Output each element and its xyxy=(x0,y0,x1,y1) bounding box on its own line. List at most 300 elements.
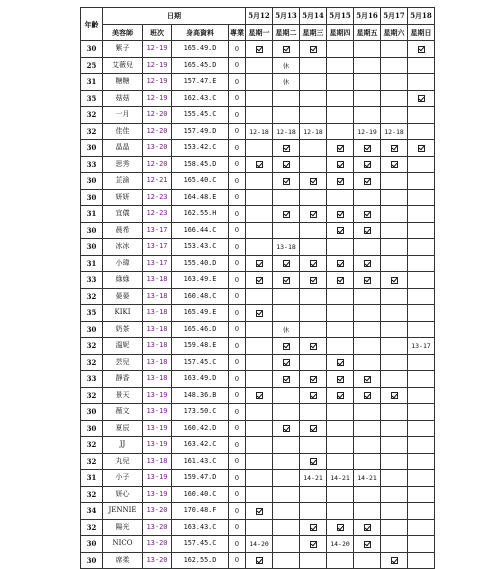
age-cell: 30 xyxy=(81,321,103,338)
day-cell xyxy=(327,74,354,91)
day-cell xyxy=(246,470,273,487)
day-cell xyxy=(408,239,435,256)
table-row xyxy=(81,321,435,338)
shift-cell: 13-18 xyxy=(143,371,172,388)
shift-cell: 13-17 xyxy=(143,255,172,272)
name-cell: JJ xyxy=(103,437,143,454)
age-cell: 35 xyxy=(81,90,103,107)
expertise-cell: 0 xyxy=(229,272,246,289)
age-cell: 25 xyxy=(81,57,103,74)
expertise-cell: 0 xyxy=(229,41,246,58)
day-cell xyxy=(246,90,273,107)
day-cell-text: 12-18 xyxy=(384,127,404,136)
day-cell xyxy=(273,453,300,470)
day-cell xyxy=(381,354,408,371)
day-cell xyxy=(354,57,381,74)
day-cell xyxy=(354,272,381,289)
shift-cell: 13-17 xyxy=(143,222,172,239)
day-cell xyxy=(273,519,300,536)
day-cell xyxy=(246,552,273,569)
name-cell: 奶茶 xyxy=(103,321,143,338)
body-cell: 165.45.D xyxy=(172,57,229,74)
day-cell xyxy=(408,255,435,272)
day-cell xyxy=(381,288,408,305)
day-cell xyxy=(381,305,408,322)
day-cell-text: 14-21 xyxy=(303,474,323,482)
table-row xyxy=(81,420,435,437)
day-cell xyxy=(300,470,327,487)
day-cell xyxy=(273,255,300,272)
day-cell xyxy=(354,173,381,190)
expertise-cell: 0 xyxy=(229,420,246,437)
day-cell-text: 14-21 xyxy=(357,474,377,482)
shift-cell: 13-20 xyxy=(143,503,172,520)
day-cell xyxy=(381,420,408,437)
weekday-header: 星期四 xyxy=(327,24,354,41)
day-cell xyxy=(273,552,300,569)
day-cell xyxy=(300,420,327,437)
table-row xyxy=(81,255,435,272)
day-cell xyxy=(354,206,381,223)
day-cell xyxy=(273,222,300,239)
expertise-header: 專業 xyxy=(229,24,246,41)
day-cell xyxy=(273,503,300,520)
day-cell xyxy=(273,90,300,107)
checkbox-icon xyxy=(283,211,290,218)
shift-cell: 13-18 xyxy=(143,272,172,289)
shift-cell: 13-19 xyxy=(143,470,172,487)
day-cell xyxy=(300,321,327,338)
day-cell xyxy=(273,107,300,124)
name-cell: 妍心 xyxy=(103,486,143,503)
day-cell xyxy=(273,272,300,289)
day-cell xyxy=(381,338,408,355)
day-cell xyxy=(246,222,273,239)
day-cell xyxy=(381,486,408,503)
day-cell xyxy=(354,140,381,157)
expertise-cell: 0 xyxy=(229,57,246,74)
age-header: 年齡 xyxy=(81,8,103,41)
checkbox-icon xyxy=(418,145,425,152)
table-row xyxy=(81,272,435,289)
day-cell-text: 13-18 xyxy=(276,243,296,251)
day-cell xyxy=(408,189,435,206)
shift-cell: 12-19 xyxy=(143,90,172,107)
day-cell xyxy=(354,156,381,173)
day-cell xyxy=(273,404,300,421)
age-cell: 35 xyxy=(81,305,103,322)
age-cell: 32 xyxy=(81,107,103,124)
day-cell xyxy=(327,453,354,470)
table-row xyxy=(81,140,435,157)
day-cell xyxy=(273,288,300,305)
checkbox-icon xyxy=(391,145,398,152)
checkbox-icon xyxy=(310,458,317,465)
name-cell: 晨希 xyxy=(103,222,143,239)
name-cell: 佳佳 xyxy=(103,123,143,140)
day-cell xyxy=(354,239,381,256)
day-cell xyxy=(300,41,327,58)
name-cell: 一月 xyxy=(103,107,143,124)
day-cell xyxy=(246,321,273,338)
shift-cell: 12-21 xyxy=(143,173,172,190)
day-cell xyxy=(408,288,435,305)
day-cell xyxy=(246,486,273,503)
checkbox-icon xyxy=(256,557,263,564)
age-cell: 33 xyxy=(81,272,103,289)
day-cell xyxy=(273,173,300,190)
body-cell: 163.49.D xyxy=(172,371,229,388)
expertise-cell: 0 xyxy=(229,305,246,322)
shift-cell: 13-19 xyxy=(143,437,172,454)
body-cell: 161.43.C xyxy=(172,453,229,470)
day-cell xyxy=(300,57,327,74)
checkbox-icon xyxy=(364,145,371,152)
table-row xyxy=(81,239,435,256)
age-cell: 33 xyxy=(81,371,103,388)
day-cell xyxy=(273,486,300,503)
day-cell xyxy=(354,321,381,338)
shift-cell: 13-18 xyxy=(143,305,172,322)
day-date-header: 5月13 xyxy=(273,8,300,25)
day-cell-text: 休 xyxy=(282,78,290,86)
day-cell xyxy=(354,437,381,454)
checkbox-icon xyxy=(418,95,425,102)
day-cell xyxy=(327,519,354,536)
day-cell xyxy=(381,189,408,206)
expertise-cell: 0 xyxy=(229,288,246,305)
table-row xyxy=(81,338,435,355)
expertise-cell: 0 xyxy=(229,74,246,91)
checkbox-icon xyxy=(364,161,371,168)
day-cell xyxy=(354,90,381,107)
checkbox-icon xyxy=(256,310,263,317)
day-cell xyxy=(246,453,273,470)
day-cell xyxy=(408,305,435,322)
day-cell xyxy=(327,503,354,520)
name-cell: 溫妮 xyxy=(103,338,143,355)
expertise-cell: 0 xyxy=(229,239,246,256)
checkbox-icon xyxy=(337,145,344,152)
name-cell: NICO xyxy=(103,536,143,553)
age-cell: 32 xyxy=(81,387,103,404)
checkbox-icon xyxy=(337,524,344,531)
day-cell xyxy=(300,404,327,421)
name-cell: 冰冰 xyxy=(103,239,143,256)
day-cell xyxy=(408,519,435,536)
name-cell: 宜儀 xyxy=(103,206,143,223)
day-cell xyxy=(381,107,408,124)
day-cell xyxy=(327,387,354,404)
day-cell xyxy=(273,239,300,256)
day-cell xyxy=(381,453,408,470)
name-cell: 靜香 xyxy=(103,371,143,388)
weekday-header: 星期二 xyxy=(273,24,300,41)
day-cell xyxy=(354,41,381,58)
day-cell xyxy=(327,420,354,437)
checkbox-icon xyxy=(364,260,371,267)
day-cell xyxy=(246,437,273,454)
body-cell: 165.40.C xyxy=(172,173,229,190)
day-date-header: 5月17 xyxy=(381,8,408,25)
checkbox-icon xyxy=(310,211,317,218)
checkbox-icon xyxy=(337,161,344,168)
table-row xyxy=(81,107,435,124)
expertise-cell: 0 xyxy=(229,140,246,157)
day-cell xyxy=(300,156,327,173)
day-cell xyxy=(408,503,435,520)
expertise-cell: 0 xyxy=(229,222,246,239)
day-cell xyxy=(408,420,435,437)
day-cell xyxy=(246,123,273,140)
day-cell xyxy=(408,486,435,503)
day-date-header: 5月16 xyxy=(354,8,381,25)
day-cell xyxy=(354,503,381,520)
body-cell: 160.40.C xyxy=(172,486,229,503)
name-cell: 薇文 xyxy=(103,404,143,421)
expertise-cell: 0 xyxy=(229,354,246,371)
day-cell xyxy=(381,140,408,157)
expertise-cell: 0 xyxy=(229,206,246,223)
shift-cell: 13-19 xyxy=(143,420,172,437)
table-row xyxy=(81,536,435,553)
day-cell xyxy=(273,41,300,58)
day-cell xyxy=(327,437,354,454)
day-cell xyxy=(381,552,408,569)
body-cell: 157.45.C xyxy=(172,354,229,371)
day-cell xyxy=(327,305,354,322)
checkbox-icon xyxy=(364,277,371,284)
day-cell xyxy=(246,156,273,173)
day-cell xyxy=(300,503,327,520)
table-row xyxy=(81,486,435,503)
checkbox-icon xyxy=(256,508,263,515)
checkbox-icon xyxy=(364,211,371,218)
day-cell xyxy=(300,453,327,470)
day-cell xyxy=(381,503,408,520)
expertise-cell: 0 xyxy=(229,107,246,124)
day-cell xyxy=(354,420,381,437)
name-cell: 菇菇 xyxy=(103,90,143,107)
day-cell xyxy=(273,536,300,553)
shift-cell: 12-20 xyxy=(143,156,172,173)
day-cell xyxy=(354,552,381,569)
table-row xyxy=(81,57,435,74)
name-cell: 陽光 xyxy=(103,519,143,536)
checkbox-icon xyxy=(391,277,398,284)
checkbox-icon xyxy=(337,376,344,383)
table-row xyxy=(81,123,435,140)
day-cell xyxy=(408,387,435,404)
body-cell: 155.45.C xyxy=(172,107,229,124)
age-cell: 31 xyxy=(81,74,103,91)
day-cell xyxy=(273,420,300,437)
day-cell xyxy=(381,206,408,223)
day-cell xyxy=(300,437,327,454)
day-cell-text: 14-21 xyxy=(330,474,350,482)
body-cell: 158.45.D xyxy=(172,156,229,173)
day-cell xyxy=(381,90,408,107)
day-cell xyxy=(327,486,354,503)
checkbox-icon xyxy=(391,557,398,564)
checkbox-icon xyxy=(256,392,263,399)
day-cell xyxy=(273,156,300,173)
day-cell xyxy=(273,338,300,355)
day-cell-text: 12-18 xyxy=(303,127,323,136)
body-cell: 170.48.F xyxy=(172,503,229,520)
day-cell xyxy=(300,123,327,140)
day-cell xyxy=(300,354,327,371)
body-cell: 165.46.D xyxy=(172,321,229,338)
checkbox-icon xyxy=(364,541,371,548)
day-cell xyxy=(327,156,354,173)
shift-cell: 13-18 xyxy=(143,453,172,470)
table-row xyxy=(81,354,435,371)
shift-cell: 12-19 xyxy=(143,74,172,91)
checkbox-icon xyxy=(283,425,290,432)
checkbox-icon xyxy=(283,260,290,267)
expertise-cell: 0 xyxy=(229,156,246,173)
day-cell xyxy=(381,519,408,536)
table-row xyxy=(81,305,435,322)
day-cell xyxy=(354,123,381,140)
header-row-2 xyxy=(81,24,435,41)
name-cell: JENNIE xyxy=(103,503,143,520)
table-row xyxy=(81,519,435,536)
day-cell xyxy=(327,354,354,371)
day-cell xyxy=(246,41,273,58)
age-cell: 32 xyxy=(81,123,103,140)
shift-cell: 13-18 xyxy=(143,288,172,305)
day-cell-text: 12-18 xyxy=(249,127,269,136)
checkbox-icon xyxy=(310,425,317,432)
day-cell xyxy=(246,354,273,371)
body-cell: 153.42.C xyxy=(172,140,229,157)
body-cell: 153.43.C xyxy=(172,239,229,256)
age-cell: 33 xyxy=(81,156,103,173)
age-cell: 32 xyxy=(81,519,103,536)
day-cell xyxy=(273,74,300,91)
day-cell xyxy=(354,354,381,371)
day-cell-text: 休 xyxy=(282,61,290,70)
day-cell xyxy=(300,486,327,503)
day-cell xyxy=(381,387,408,404)
body-cell: 162.55.H xyxy=(172,206,229,223)
day-cell xyxy=(327,41,354,58)
day-cell xyxy=(354,189,381,206)
day-cell xyxy=(246,140,273,157)
table-row xyxy=(81,74,435,91)
shift-cell: 13-20 xyxy=(143,552,172,569)
day-cell xyxy=(246,387,273,404)
checkbox-icon xyxy=(310,392,317,399)
day-date-header: 5月12 xyxy=(246,8,273,25)
day-cell xyxy=(246,536,273,553)
body-cell: 163.42.C xyxy=(172,437,229,454)
day-cell xyxy=(381,321,408,338)
expertise-cell: 0 xyxy=(229,536,246,553)
name-cell: 糖糖 xyxy=(103,74,143,91)
body-cell: 162.55.D xyxy=(172,552,229,569)
shift-cell: 13-17 xyxy=(143,239,172,256)
day-cell xyxy=(354,536,381,553)
body-cell: 155.40.D xyxy=(172,255,229,272)
body-cell: 160.42.D xyxy=(172,420,229,437)
table-row xyxy=(81,41,435,58)
day-cell xyxy=(354,404,381,421)
name-cell: 小瑋 xyxy=(103,255,143,272)
day-cell-text: 14-20 xyxy=(249,540,269,548)
age-cell: 32 xyxy=(81,354,103,371)
expertise-cell: 0 xyxy=(229,387,246,404)
day-cell xyxy=(300,189,327,206)
body-cell: 162.43.C xyxy=(172,90,229,107)
body-cell: 157.47.E xyxy=(172,74,229,91)
day-cell xyxy=(327,140,354,157)
day-cell xyxy=(408,90,435,107)
expertise-cell: 0 xyxy=(229,321,246,338)
day-cell xyxy=(273,371,300,388)
weekday-header: 星期一 xyxy=(246,24,273,41)
day-cell xyxy=(354,486,381,503)
day-cell xyxy=(354,305,381,322)
name-cell: 景天 xyxy=(103,387,143,404)
shift-cell: 12-20 xyxy=(143,107,172,124)
day-cell xyxy=(381,74,408,91)
day-cell xyxy=(246,420,273,437)
name-cell: 夏辰 xyxy=(103,420,143,437)
age-cell: 32 xyxy=(81,288,103,305)
day-cell xyxy=(408,437,435,454)
day-cell xyxy=(354,371,381,388)
expertise-cell: 0 xyxy=(229,453,246,470)
checkbox-icon xyxy=(364,178,371,185)
day-date-header: 5月18 xyxy=(408,8,435,25)
name-header: 美容師 xyxy=(103,24,143,41)
day-cell xyxy=(273,140,300,157)
day-cell xyxy=(246,519,273,536)
day-cell xyxy=(246,206,273,223)
day-cell xyxy=(246,189,273,206)
age-cell: 31 xyxy=(81,206,103,223)
name-cell: 艾薇兒 xyxy=(103,57,143,74)
table-row xyxy=(81,387,435,404)
day-cell xyxy=(246,74,273,91)
day-cell xyxy=(300,387,327,404)
body-cell: 159.47.D xyxy=(172,470,229,487)
checkbox-icon xyxy=(418,46,425,53)
day-cell xyxy=(327,173,354,190)
day-cell xyxy=(327,239,354,256)
table-row xyxy=(81,453,435,470)
day-cell xyxy=(246,255,273,272)
day-cell xyxy=(408,107,435,124)
day-cell xyxy=(408,404,435,421)
day-cell xyxy=(354,107,381,124)
day-cell xyxy=(300,255,327,272)
day-cell xyxy=(354,470,381,487)
day-cell xyxy=(327,536,354,553)
checkbox-icon xyxy=(283,277,290,284)
shift-cell: 13-19 xyxy=(143,486,172,503)
name-cell: KIKI xyxy=(103,305,143,322)
day-cell xyxy=(381,41,408,58)
day-cell xyxy=(327,57,354,74)
day-cell xyxy=(273,57,300,74)
day-cell xyxy=(300,272,327,289)
checkbox-icon xyxy=(283,161,290,168)
age-cell: 30 xyxy=(81,189,103,206)
